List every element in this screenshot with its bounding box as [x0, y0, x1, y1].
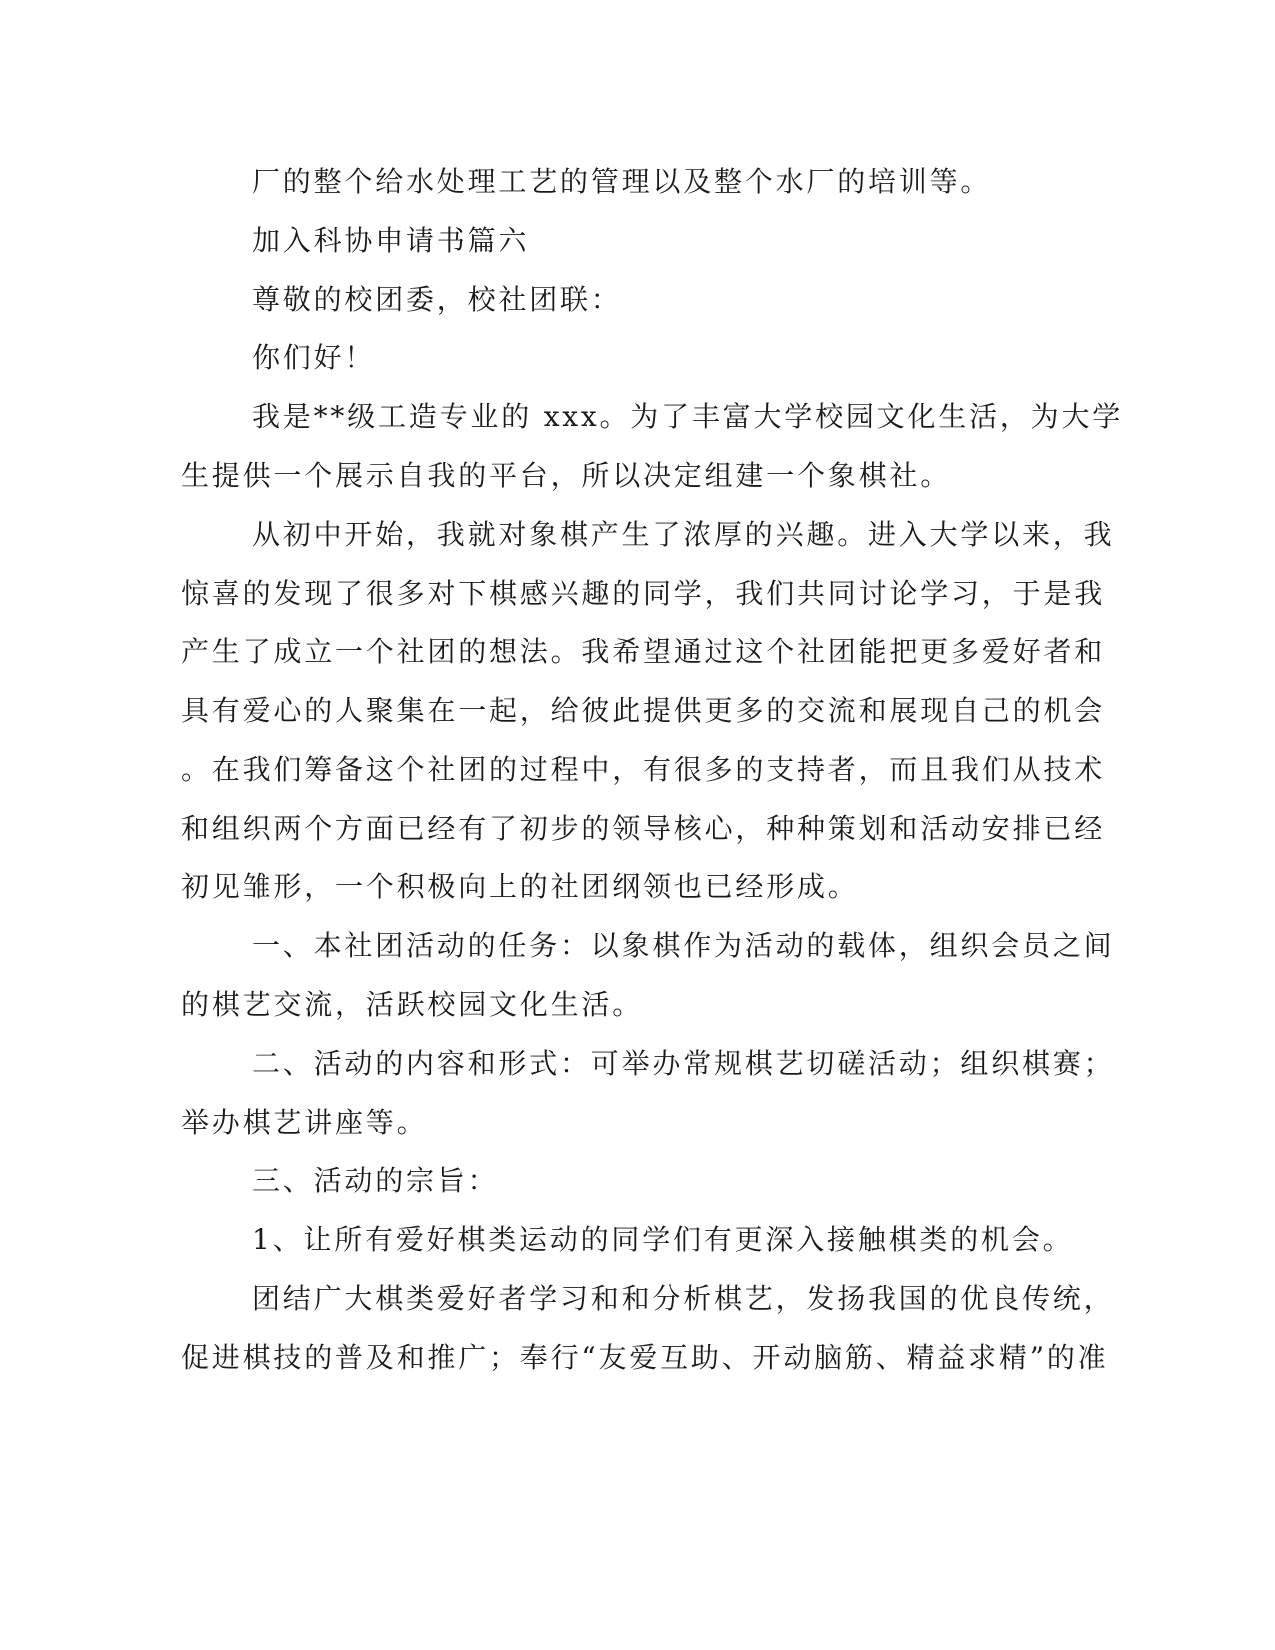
- list-item: 1、让所有爱好棋类运动的同学们有更深入接触棋类的机会。: [252, 1223, 1074, 1256]
- salutation: 尊敬的校团委，校社团联：: [252, 283, 622, 316]
- text-line: 产生了成立一个社团的想法。我希望通过这个社团能把更多爱好者和: [181, 635, 1106, 668]
- text-line: 团结广大棋类爱好者学习和和分析棋艺，发扬我国的优良传统，: [252, 1282, 1115, 1315]
- text-line: 我是**级工造专业的 xxx。为了丰富大学校园文化生活，为大学: [252, 400, 1124, 433]
- text-line: 举办棋艺讲座等。: [181, 1106, 428, 1139]
- greeting: 你们好！: [252, 341, 376, 374]
- section-heading: 加入科协申请书篇六: [252, 224, 530, 257]
- text-line: 从初中开始，我就对象棋产生了浓厚的兴趣。进入大学以来，我: [252, 518, 1115, 551]
- text-line: 惊喜的发现了很多对下棋感兴趣的同学，我们共同讨论学习，于是我: [181, 577, 1106, 610]
- text-line: 初见雏形，一个积极向上的社团纲领也已经形成。: [181, 870, 859, 903]
- text-line: 厂的整个给水处理工艺的管理以及整个水厂的培训等。: [252, 165, 992, 198]
- text-line: 具有爱心的人聚集在一起，给彼此提供更多的交流和展现自己的机会: [181, 694, 1106, 727]
- text-line: 促进棋技的普及和推广；奉行“友爱互助、开动脑筋、精益求精”的准: [181, 1341, 1109, 1374]
- text-line: 和组织两个方面已经有了初步的领导核心，种种策划和活动安排已经: [181, 812, 1106, 845]
- text-line: 的棋艺交流，活跃校园文化生活。: [181, 988, 644, 1021]
- text-line: 二、活动的内容和形式：可举办常规棋艺切磋活动；组织棋赛；: [252, 1047, 1115, 1080]
- text-line: 三、活动的宗旨：: [252, 1164, 499, 1197]
- text-line: 一、本社团活动的任务：以象棋作为活动的载体，组织会员之间: [252, 929, 1115, 962]
- text-line: 生提供一个展示自我的平台，所以决定组建一个象棋社。: [181, 459, 952, 492]
- text-line: 。在我们筹备这个社团的过程中，有很多的支持者，而且我们从技术: [181, 753, 1106, 786]
